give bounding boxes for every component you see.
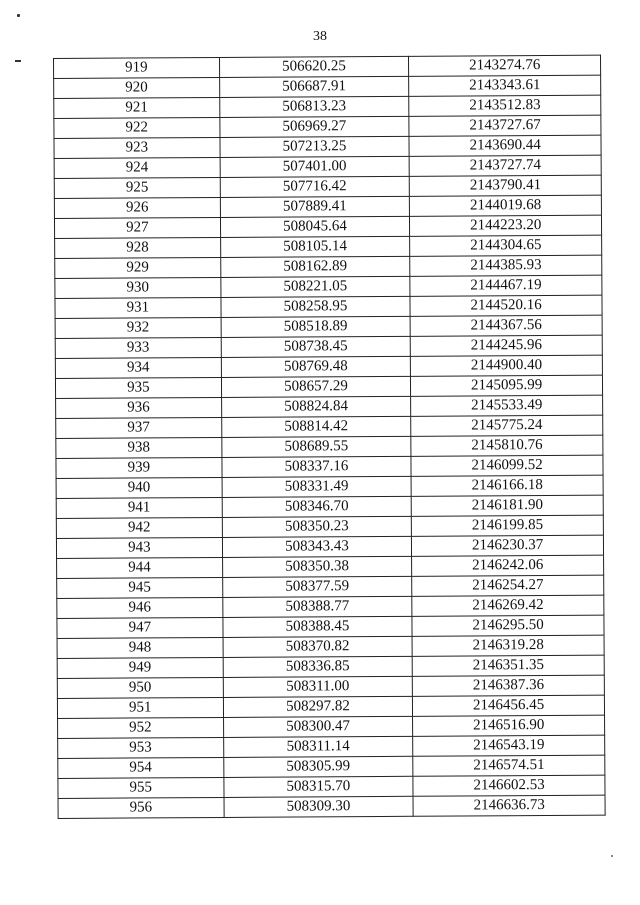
point-number-cell: 930 — [55, 277, 221, 298]
x-coordinate-cell: 507716.42 — [220, 176, 410, 197]
point-number-cell: 926 — [54, 197, 220, 218]
x-coordinate-cell: 508221.05 — [220, 276, 410, 297]
table-row — [57, 675, 604, 698]
x-coordinate-cell: 507401.00 — [220, 156, 410, 177]
x-coordinate-cell: 508350.38 — [222, 556, 412, 577]
table-row — [55, 335, 602, 358]
x-coordinate-cell: 508305.99 — [223, 756, 413, 777]
table-row — [57, 595, 604, 618]
y-coordinate-cell: 2145810.76 — [411, 435, 603, 456]
table-row — [55, 355, 602, 378]
x-coordinate-cell: 508824.84 — [221, 396, 411, 417]
y-coordinate-cell: 2146636.73 — [413, 795, 605, 816]
table-row — [54, 95, 601, 118]
point-number-cell: 932 — [55, 317, 221, 338]
point-number-cell: 951 — [57, 697, 223, 718]
table-row — [57, 635, 604, 658]
y-coordinate-cell: 2146543.19 — [413, 735, 605, 756]
table-row — [55, 375, 602, 398]
point-number-cell: 942 — [56, 517, 222, 538]
table-row — [56, 495, 603, 518]
point-number-cell: 950 — [57, 677, 223, 698]
table-row — [58, 795, 605, 818]
y-coordinate-cell: 2146269.42 — [412, 595, 604, 616]
y-coordinate-cell: 2146230.37 — [412, 535, 604, 556]
x-coordinate-cell: 508657.29 — [221, 376, 411, 397]
point-number-cell: 947 — [57, 617, 223, 638]
x-coordinate-cell: 508377.59 — [222, 576, 412, 597]
point-number-cell: 934 — [55, 357, 221, 378]
y-coordinate-cell: 2143512.83 — [409, 95, 601, 116]
y-coordinate-cell: 2144019.68 — [410, 195, 602, 216]
y-coordinate-cell: 2146319.28 — [412, 635, 604, 656]
y-coordinate-cell: 2146181.90 — [411, 495, 603, 516]
x-coordinate-cell: 506969.27 — [219, 116, 409, 137]
table-row — [57, 575, 604, 598]
x-coordinate-cell: 507889.41 — [220, 196, 410, 217]
table-row — [56, 455, 603, 478]
table-row — [58, 755, 605, 778]
point-number-cell: 931 — [55, 297, 221, 318]
point-number-cell: 936 — [56, 397, 222, 418]
table-row — [54, 155, 601, 178]
point-number-cell: 941 — [56, 497, 222, 518]
point-number-cell: 929 — [55, 257, 221, 278]
point-number-cell: 924 — [54, 157, 220, 178]
x-coordinate-cell: 508297.82 — [223, 696, 413, 717]
table-row — [56, 515, 603, 538]
point-number-cell: 948 — [57, 637, 223, 658]
x-coordinate-cell: 508337.16 — [222, 456, 412, 477]
page-number: 38 — [313, 29, 327, 44]
table-row — [56, 435, 603, 458]
y-coordinate-cell: 2145095.99 — [411, 375, 603, 396]
x-coordinate-cell: 508518.89 — [221, 316, 411, 337]
point-number-cell: 937 — [56, 417, 222, 438]
table-row — [54, 215, 601, 238]
x-coordinate-cell: 508105.14 — [220, 236, 410, 257]
x-coordinate-cell: 508738.45 — [221, 336, 411, 357]
table-row — [54, 55, 601, 78]
y-coordinate-cell: 2146254.27 — [412, 575, 604, 596]
x-coordinate-cell: 508315.70 — [224, 776, 414, 797]
y-coordinate-cell: 2146242.06 — [412, 555, 604, 576]
table-body — [54, 55, 606, 818]
y-coordinate-cell: 2144304.65 — [410, 235, 602, 256]
y-coordinate-cell: 2144367.56 — [410, 315, 602, 336]
y-coordinate-cell: 2146574.51 — [413, 755, 605, 776]
table-row — [54, 115, 601, 138]
table-row — [57, 655, 604, 678]
x-coordinate-cell: 508346.70 — [222, 496, 412, 517]
table-row — [54, 135, 601, 158]
table-row — [55, 255, 602, 278]
point-number-cell: 943 — [56, 537, 222, 558]
table-row — [57, 695, 604, 718]
y-coordinate-cell: 2143690.44 — [409, 135, 601, 156]
point-number-cell: 946 — [57, 597, 223, 618]
x-coordinate-cell: 508769.48 — [221, 356, 411, 377]
y-coordinate-cell: 2146099.52 — [411, 455, 603, 476]
point-number-cell: 938 — [56, 437, 222, 458]
table-row — [58, 715, 605, 738]
table-row — [55, 315, 602, 338]
point-number-cell: 925 — [54, 177, 220, 198]
table-row — [56, 415, 603, 438]
x-coordinate-cell: 508343.43 — [222, 536, 412, 557]
y-coordinate-cell: 2143790.41 — [410, 175, 602, 196]
table-row — [55, 295, 602, 318]
y-coordinate-cell: 2146199.85 — [412, 515, 604, 536]
point-number-cell: 933 — [55, 337, 221, 358]
table-row — [56, 395, 603, 418]
x-coordinate-cell: 507213.25 — [220, 136, 410, 157]
y-coordinate-cell: 2145775.24 — [411, 415, 603, 436]
y-coordinate-cell: 2144520.16 — [410, 295, 602, 316]
y-coordinate-cell: 2143727.74 — [409, 155, 601, 176]
point-number-cell: 935 — [55, 377, 221, 398]
x-coordinate-cell: 508258.95 — [221, 296, 411, 317]
x-coordinate-cell: 508311.14 — [223, 736, 413, 757]
point-number-cell: 944 — [57, 557, 223, 578]
x-coordinate-cell: 506813.23 — [219, 96, 409, 117]
table-row — [57, 555, 604, 578]
y-coordinate-cell: 2146351.35 — [412, 655, 604, 676]
x-coordinate-cell: 508350.23 — [222, 516, 412, 537]
y-coordinate-cell: 2144900.40 — [411, 355, 603, 376]
point-number-cell: 927 — [54, 217, 220, 238]
point-number-cell: 956 — [58, 797, 224, 818]
y-coordinate-cell: 2143343.61 — [409, 75, 601, 96]
scan-dash — [15, 60, 21, 62]
point-number-cell: 955 — [58, 777, 224, 798]
x-coordinate-cell: 508309.30 — [224, 796, 414, 817]
y-coordinate-cell: 2144223.20 — [410, 215, 602, 236]
y-coordinate-cell: 2146387.36 — [413, 675, 605, 696]
table-row — [57, 615, 604, 638]
point-number-cell: 953 — [58, 737, 224, 758]
y-coordinate-cell: 2143727.67 — [409, 115, 601, 136]
point-number-cell: 921 — [54, 97, 220, 118]
y-coordinate-cell: 2146295.50 — [412, 615, 604, 636]
x-coordinate-cell: 508311.00 — [223, 676, 413, 697]
scan-speck — [17, 14, 20, 17]
table-row — [54, 195, 601, 218]
point-number-cell: 923 — [54, 137, 220, 158]
table-row — [55, 275, 602, 298]
point-number-cell: 945 — [57, 577, 223, 598]
point-number-cell: 939 — [56, 457, 222, 478]
table-row — [58, 775, 605, 798]
y-coordinate-cell: 2146166.18 — [411, 475, 603, 496]
x-coordinate-cell: 508388.77 — [222, 596, 412, 617]
x-coordinate-cell: 506687.91 — [219, 76, 409, 97]
y-coordinate-cell: 2146602.53 — [413, 775, 605, 796]
x-coordinate-cell: 508045.64 — [220, 216, 410, 237]
point-number-cell: 940 — [56, 477, 222, 498]
y-coordinate-cell: 2145533.49 — [411, 395, 603, 416]
point-number-cell: 919 — [54, 57, 220, 78]
x-coordinate-cell: 508689.55 — [221, 436, 411, 457]
y-coordinate-cell: 2143274.76 — [409, 55, 601, 76]
x-coordinate-cell: 508336.85 — [223, 656, 413, 677]
table-row — [54, 175, 601, 198]
x-coordinate-cell: 508370.82 — [223, 636, 413, 657]
y-coordinate-cell: 2146516.90 — [413, 715, 605, 736]
x-coordinate-cell: 508331.49 — [222, 476, 412, 497]
table-row — [54, 75, 601, 98]
point-number-cell: 922 — [54, 117, 220, 138]
table-row — [56, 475, 603, 498]
y-coordinate-cell: 2144245.96 — [411, 335, 603, 356]
scan-speck — [611, 855, 613, 857]
x-coordinate-cell: 506620.25 — [219, 56, 409, 77]
x-coordinate-cell: 508300.47 — [223, 716, 413, 737]
y-coordinate-cell: 2144467.19 — [410, 275, 602, 296]
table-row — [58, 735, 605, 758]
y-coordinate-cell: 2146456.45 — [413, 695, 605, 716]
coordinates-table — [53, 55, 606, 819]
x-coordinate-cell: 508162.89 — [220, 256, 410, 277]
table-row — [56, 535, 603, 558]
point-number-cell: 954 — [58, 757, 224, 778]
table-row — [55, 235, 602, 258]
point-number-cell: 949 — [57, 657, 223, 678]
point-number-cell: 952 — [58, 717, 224, 738]
y-coordinate-cell: 2144385.93 — [410, 255, 602, 276]
x-coordinate-cell: 508814.42 — [221, 416, 411, 437]
point-number-cell: 920 — [54, 77, 220, 98]
x-coordinate-cell: 508388.45 — [223, 616, 413, 637]
point-number-cell: 928 — [55, 237, 221, 258]
